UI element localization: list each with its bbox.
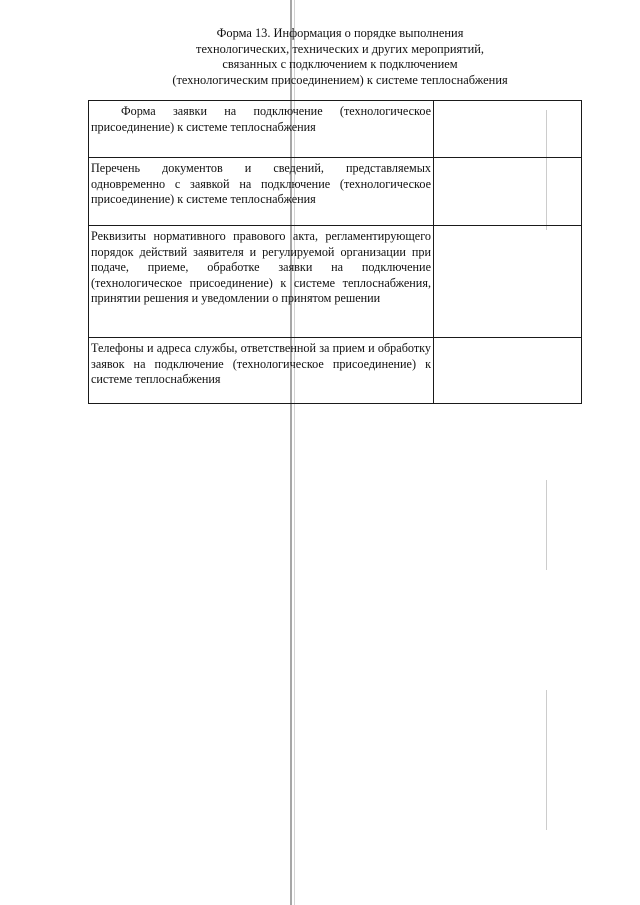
table-row <box>89 158 582 226</box>
form-title <box>150 26 530 88</box>
row-value-legal-act <box>434 226 582 338</box>
row-value-application-form <box>434 101 582 158</box>
form-title-line-1: Форма 13. Информация о порядке выполнения <box>216 26 464 40</box>
row-value-contacts <box>434 338 582 404</box>
row-label-application-form: Форма заявки на подключение (технологическое присоединение) к системе теплоснабжения <box>89 101 434 158</box>
row-label-legal-act: Реквизиты нормативного правового акта, регламентирующего порядок действий заявителя и регулируемой организации при подаче, приеме, обработке заявки на подключение (технологическое присоединение) к системе теплоснабжения, принятии решения и уведомлении о принятом решении <box>89 226 434 338</box>
table-row <box>89 226 582 338</box>
row-label-contacts: Телефоны и адреса службы, ответственной за прием и обработку заявок на подключение (технологическое присоединение) к системе теплоснабжения <box>89 338 434 404</box>
table-row <box>89 101 582 158</box>
info-table <box>88 100 582 404</box>
form-title-line-4: (технологическим присоединением) к системе теплоснабжения <box>172 72 508 87</box>
table-row <box>89 338 582 404</box>
scan-artifact-speck <box>546 480 547 570</box>
row-label-documents-list: Перечень документов и сведений, представляемых одновременно с заявкой на подключение (технологическое присоединение) к системе теплоснабжения <box>89 158 434 226</box>
form-title-line-2: технологических, технических и других мероприятий, <box>196 41 484 56</box>
scan-artifact-speck <box>546 690 547 830</box>
row-value-documents-list <box>434 158 582 226</box>
form-title-line-3: связанных с подключением к подключением <box>222 57 458 72</box>
